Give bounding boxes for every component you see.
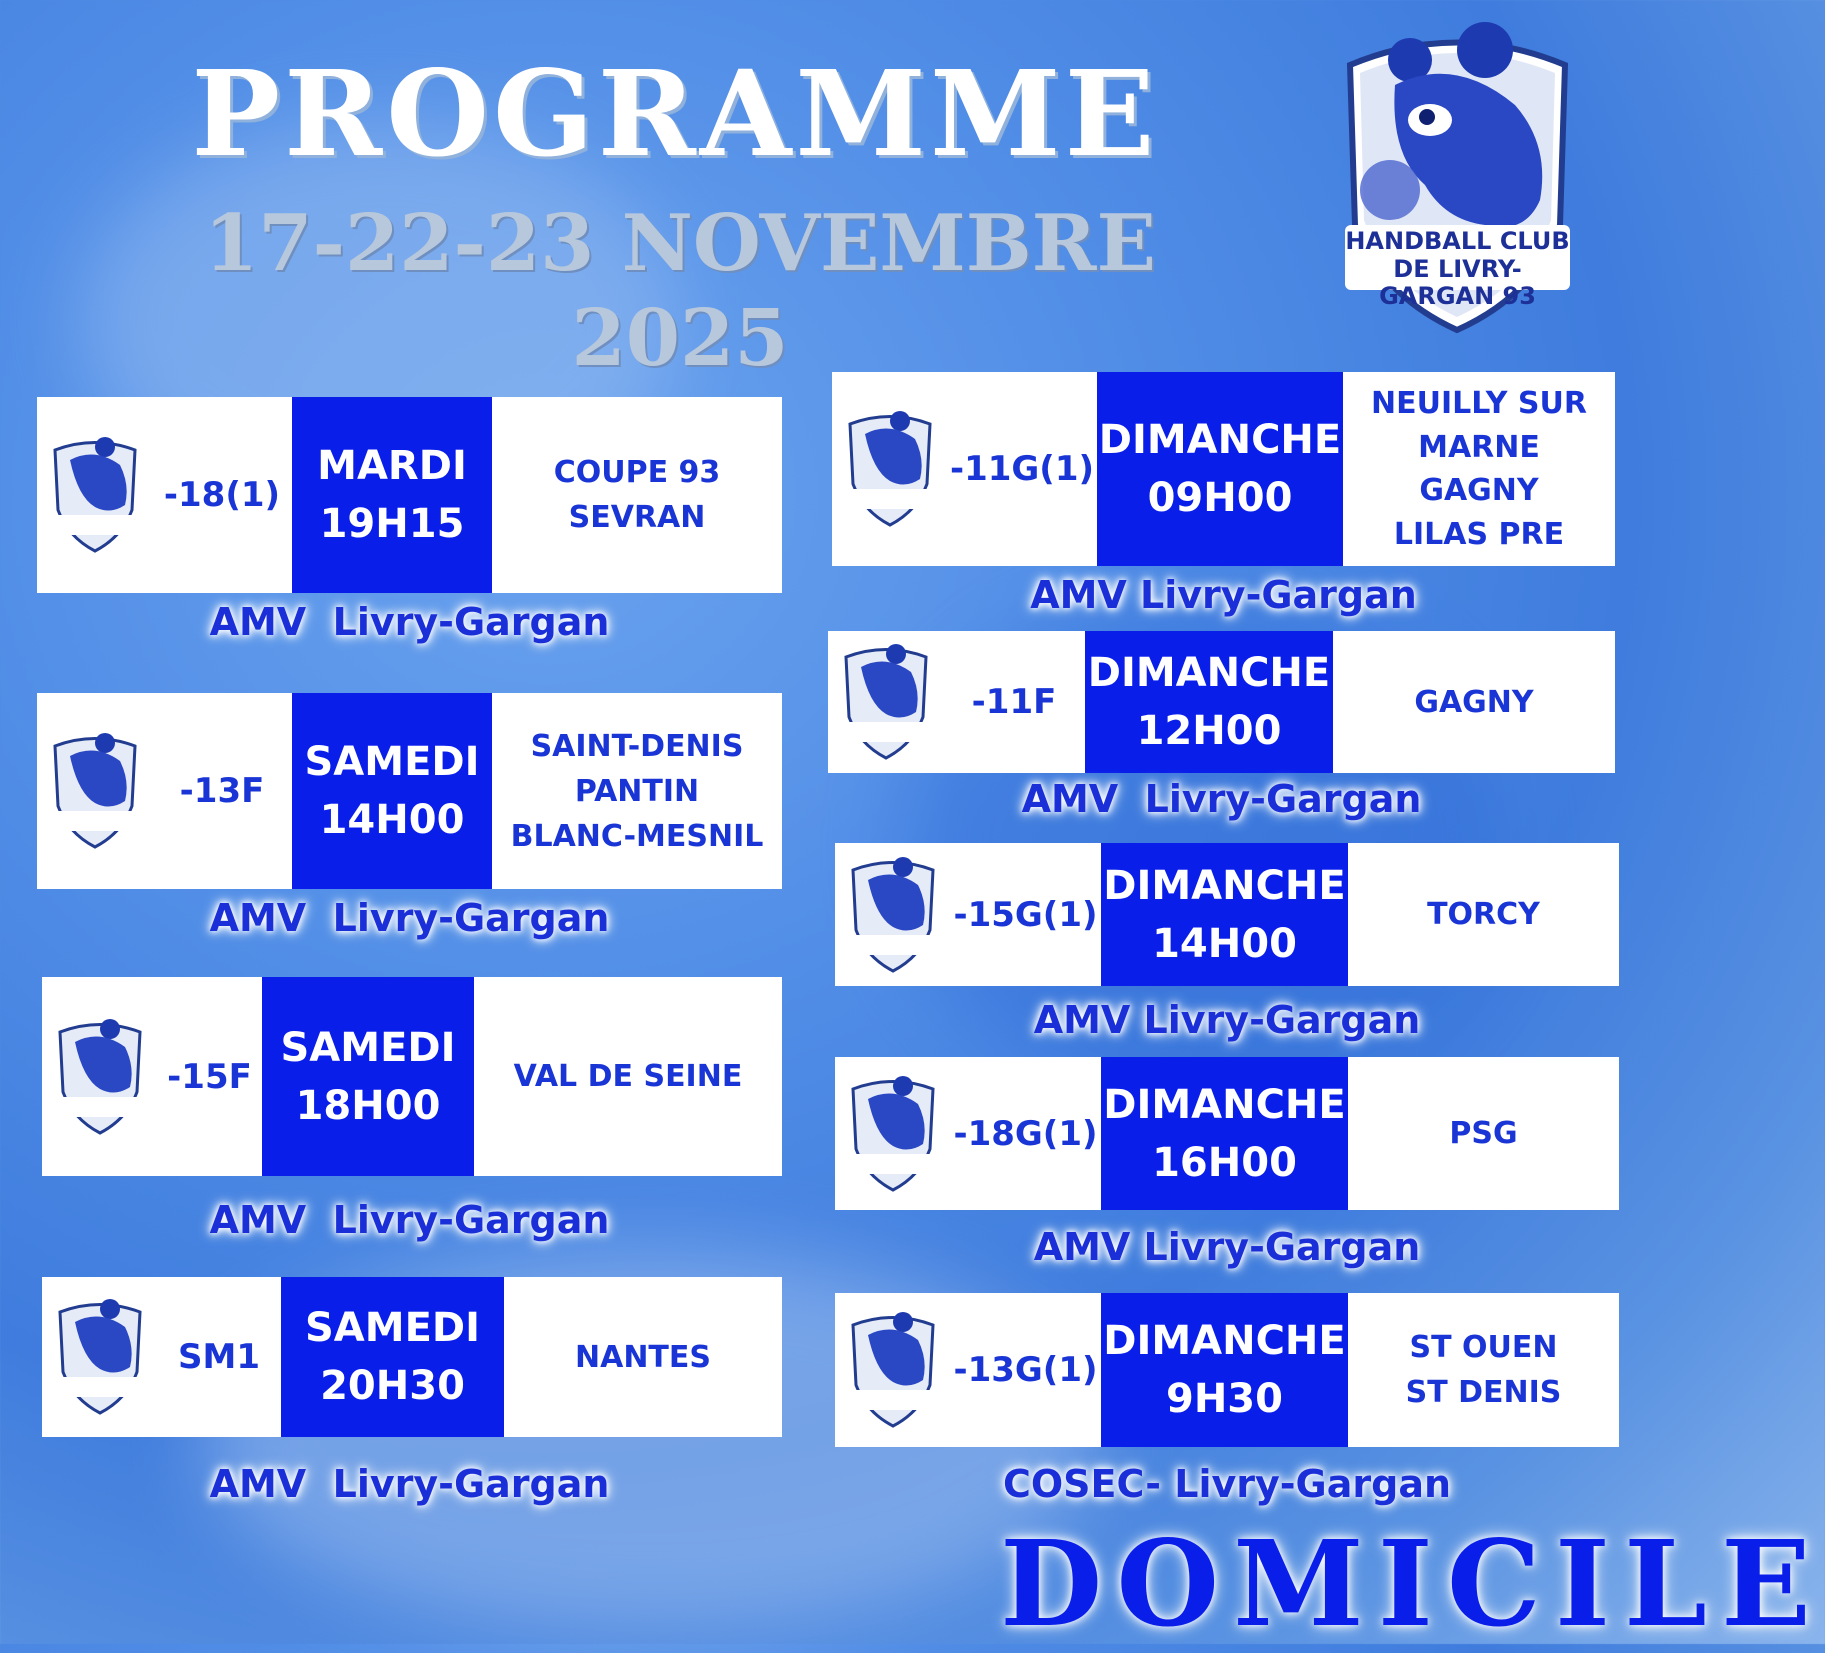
panda-club-badge-icon [828,631,943,773]
match-schedule [1085,631,1333,773]
opponent [492,693,782,889]
venue: AMV Livry-Gargan [1033,1225,1421,1269]
match-time: 14H00 [319,797,465,843]
match-card [835,1293,1619,1447]
match-day: SAMEDI [280,1024,456,1071]
club-logo-text: HANDBALL CLUB DE LIVRY-GARGAN 93 [1345,227,1570,311]
opponent [1348,1293,1619,1447]
match-schedule [1101,843,1348,986]
match-card [42,1277,782,1437]
opponent [474,977,782,1176]
match-day: DIMANCHE [1103,1318,1346,1364]
match-time: 16H00 [1152,1139,1297,1186]
opponent-line: BLANC-MESNIL [510,818,764,854]
match-time: 09H00 [1147,475,1293,521]
opponent-line: ST OUEN [1409,1330,1558,1365]
match-schedule [262,977,474,1176]
venue: AMV Livry-Gargan [209,896,610,940]
team-category: -15G(1) [953,894,1098,935]
match-day: DIMANCHE [1087,650,1331,696]
opponent-line: COUPE 93 [553,455,721,490]
event-dates: 17-22-23 NOVEMBRE [204,198,1156,289]
match-card [42,977,782,1176]
team-category: -11G(1) [949,449,1095,489]
venue: COSEC- Livry-Gargan [1002,1462,1452,1506]
opponent-line: GAGNY [1414,684,1534,720]
opponent [1333,631,1615,773]
opponent-line: LILAS PRE [1393,516,1565,552]
match-day: MARDI [317,443,467,489]
opponent-line: TORCY [1427,897,1540,932]
team-category: -13F [179,771,265,811]
match-day: DIMANCHE [1098,417,1342,463]
match-card [835,843,1619,986]
opponent-line: ST DENIS [1405,1375,1562,1410]
page-title: PROGRAMME [191,44,1159,183]
opponent [1348,843,1619,986]
match-time: 14H00 [1152,920,1297,967]
opponent-line: VAL DE SEINE [513,1059,743,1094]
team-category: -15F [167,1056,252,1097]
match-schedule [292,397,492,593]
venue: AMV Livry-Gargan [209,1198,610,1242]
venue: AMV Livry-Gargan [1021,777,1422,821]
team-category: -11F [971,682,1057,722]
opponent-line: NANTES [575,1339,711,1375]
team-category: SM1 [178,1337,260,1377]
match-schedule [281,1277,504,1437]
match-day: DIMANCHE [1103,1081,1346,1128]
team-category: -13G(1) [953,1350,1098,1390]
opponent-line: NEUILLY SUR [1371,386,1587,421]
opponent-line: SAINT-DENIS [530,728,744,764]
match-time: 9H30 [1166,1376,1283,1422]
match-card [828,631,1615,773]
match-time: 12H00 [1136,708,1282,754]
panda-club-badge-icon [42,1277,157,1437]
panda-club-badge-icon [42,977,157,1176]
opponent-line: PSG [1449,1116,1518,1151]
team-category: -18(1) [163,475,281,515]
match-time: 20H30 [320,1363,465,1409]
match-card [37,397,782,593]
opponent [504,1277,782,1437]
opponent-line: GAGNY [1419,473,1539,508]
match-card [835,1057,1619,1210]
opponent-line: MARNE [1418,429,1540,465]
match-schedule [1101,1293,1348,1447]
venue: AMV Livry-Gargan [209,1462,610,1506]
match-time: 18H00 [295,1082,441,1129]
match-card [832,372,1615,566]
panda-club-badge-icon [37,397,152,593]
venue: AMV Livry-Gargan [1030,573,1417,617]
venue: AMV Livry-Gargan [209,600,610,644]
opponent-line: SEVRAN [568,500,706,535]
match-day: SAMEDI [304,739,480,785]
panda-club-badge-icon [835,1293,950,1447]
match-day: DIMANCHE [1103,862,1346,909]
panda-club-badge-icon [832,372,947,566]
opponent [1348,1057,1619,1210]
match-day: SAMEDI [305,1305,480,1351]
panda-club-badge-icon [37,693,152,889]
match-time: 19H15 [319,501,465,547]
panda-club-badge-icon [835,843,950,986]
event-year: 2025 [571,293,789,384]
opponent [492,397,782,593]
opponent-line: PANTIN [574,773,700,809]
match-schedule [292,693,492,889]
match-schedule [1101,1057,1348,1210]
home-label: DOMICILE [1000,1514,1825,1653]
match-schedule [1097,372,1343,566]
opponent [1343,372,1615,566]
panda-club-badge-icon [835,1057,950,1210]
team-category: -18G(1) [953,1113,1098,1154]
venue: AMV Livry-Gargan [1033,998,1421,1042]
match-card [37,693,782,889]
